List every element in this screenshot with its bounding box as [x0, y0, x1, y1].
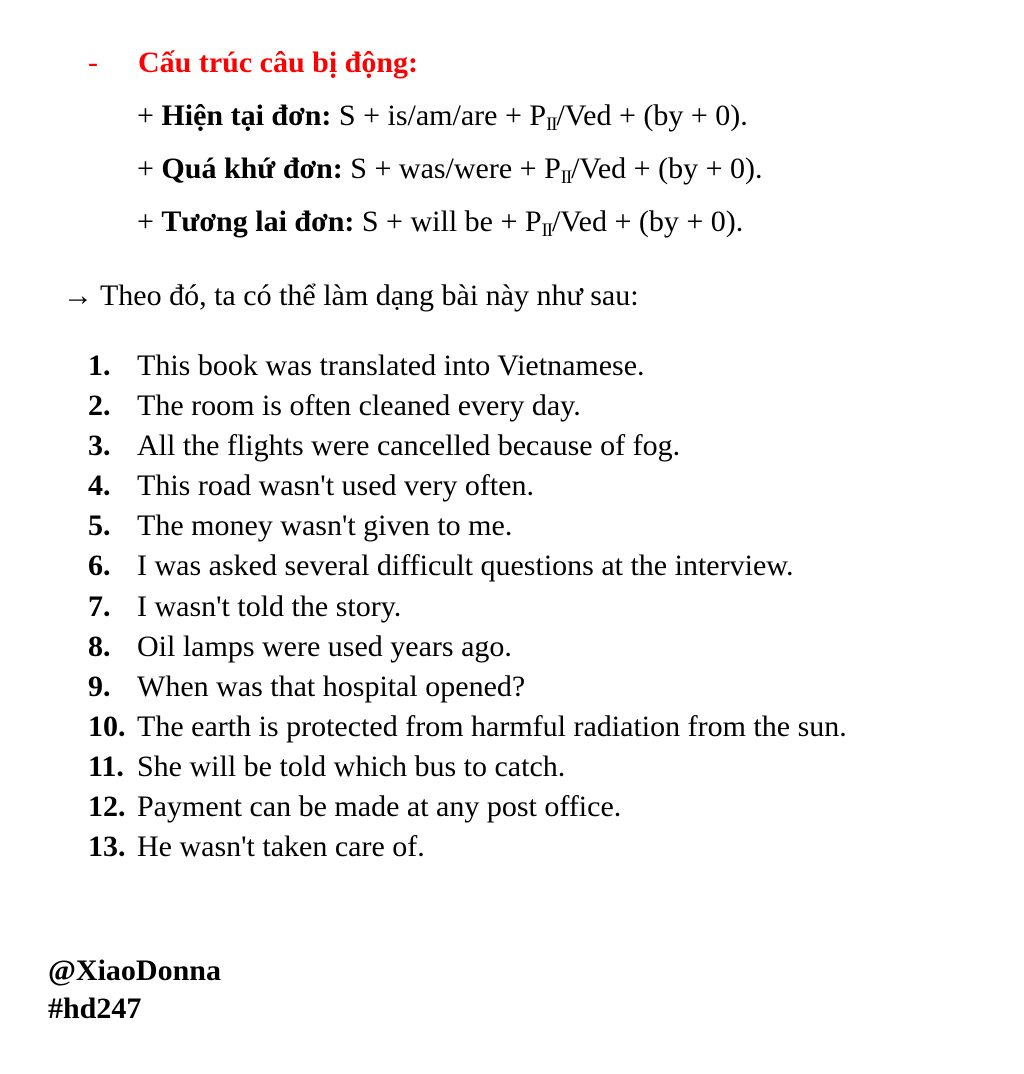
answer-text: He wasn't taken care of.: [137, 830, 425, 864]
answer-number: 2.: [88, 389, 111, 423]
answer-number: 10.: [88, 709, 126, 743]
section-heading: [88, 48, 418, 78]
heading-title: Cấu trúc câu bị động:: [138, 46, 419, 79]
heading-dash: -: [88, 46, 98, 79]
answer-number: 12.: [88, 790, 126, 824]
hashtag: #hd247: [48, 992, 142, 1025]
answer-text: When was that hospital opened?: [137, 669, 526, 703]
answer-text: She will be told which bus to catch.: [137, 749, 566, 783]
answer-number: 1.: [88, 349, 111, 382]
answer-text: Oil lamps were used years ago.: [137, 629, 512, 663]
answer-number: 8.: [88, 629, 111, 663]
answer-text: This book was translated into Vietnamese.: [137, 349, 645, 382]
answer-text: This road wasn't used very often.: [137, 469, 534, 503]
answer-number: 5.: [88, 509, 111, 543]
answer-number: 6.: [88, 549, 111, 583]
formula-future-simple: [137, 205, 744, 242]
answer-text: I wasn't told the story.: [137, 589, 402, 623]
answer-number: 3.: [88, 429, 111, 463]
formula-past-simple: [137, 152, 763, 189]
answer-text: I was asked several difficult questions at the interview.: [137, 549, 794, 583]
formula-tense: Hiện tại đơn:: [161, 99, 332, 132]
intro-text: → Theo đó, ta có thể làm dạng bài này như sau:: [63, 279, 639, 312]
formula-present-simple: [137, 99, 748, 136]
answer-number: 9.: [88, 669, 111, 703]
formula-post: /Ved + (by + 0).: [571, 152, 763, 185]
formula-pre: S + is/am/are + P: [331, 99, 547, 132]
formula-prefix: +: [137, 152, 162, 185]
answer-number: 11.: [88, 749, 124, 783]
formula-subscript: II: [560, 167, 572, 189]
formula-prefix: +: [137, 99, 162, 132]
answer-number: 7.: [88, 589, 111, 623]
formula-subscript: II: [541, 220, 552, 242]
formula-post: /Ved + (by + 0).: [556, 99, 748, 132]
formula-pre: S + was/were + P: [342, 152, 561, 185]
author-handle: @XiaoDonna: [48, 954, 221, 987]
answer-text: The room is often cleaned every day.: [137, 389, 581, 423]
answer-text: The earth is protected from harmful radiation from the sun.: [137, 709, 847, 743]
formula-post: /Ved + (by + 0).: [551, 205, 744, 238]
formula-prefix: +: [137, 205, 162, 238]
formula-tense: Quá khứ đơn:: [161, 152, 343, 185]
answer-number: 4.: [88, 469, 111, 503]
answer-text: All the flights were cancelled because of fog.: [137, 429, 681, 463]
formula-subscript: II: [546, 114, 557, 136]
answer-text: The money wasn't given to me.: [137, 509, 513, 543]
answer-number: 13.: [88, 830, 126, 864]
formula-tense: Tương lai đơn:: [161, 205, 355, 238]
formula-pre: S + will be + P: [354, 205, 542, 238]
answer-text: Payment can be made at any post office.: [137, 790, 622, 824]
